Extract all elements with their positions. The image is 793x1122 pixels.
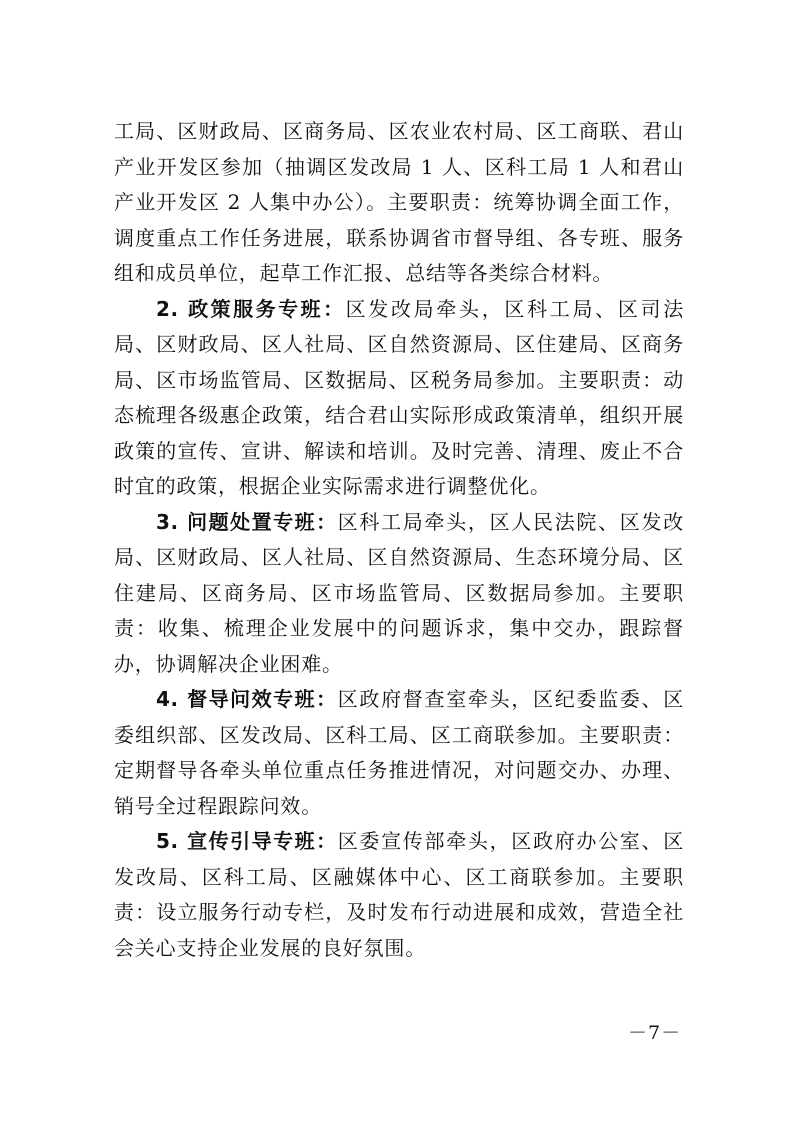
paragraph-policy-service-team <box>114 292 684 505</box>
document-body <box>114 114 684 966</box>
paragraph-problem-handling-team <box>114 505 684 683</box>
paragraph-heading: 3. 问题处置专班： <box>156 509 338 534</box>
paragraph-text: 工局、区财政局、区商务局、区农业农村局、区工商联、君山产业开发区参加（抽调区发改局 1 人、区科工局 1 人和君山产业开发区 2 人集中办公）。主要职责：统筹协调全面工作，调度重点工作任务进展，联系协调省市督导组、各专班、服务组和成员单位，起草工作汇报、总结等各类综合材料。 <box>114 119 684 285</box>
paragraph-text: 区委宣传部牵头，区政府办公室、区发改局、区科工局、区融媒体中心、区工商联参加。主要职责：设立服务行动专栏，及时发布行动进展和成效，营造全社会关心支持企业发展的良好氛围。 <box>114 829 684 960</box>
paragraph-publicity-team <box>114 824 684 966</box>
page-number: －7－ <box>628 1022 682 1044</box>
paragraph-text: 区发改局牵头，区科工局、区司法局、区财政局、区人社局、区自然资源局、区住建局、区商务局、区市场监管局、区数据局、区税务局参加。主要职责：动态梳理各级惠企政策，结合君山实际形成政策清单，组织开展政策的宣传、宣讲、解读和培训。及时完善、清理、废止不合时宜的政策，根据企业实际需求进行调整优化。 <box>114 296 684 498</box>
paragraph-supervision-team <box>114 682 684 824</box>
paragraph-text: 区科工局牵头，区人民法院、区发改局、区财政局、区人社局、区自然资源局、生态环境分局、区住建局、区商务局、区市场监管局、区数据局参加。主要职责：收集、梳理企业发展中的问题诉求，集中交办，跟踪督办，协调解决企业困难。 <box>114 509 684 676</box>
paragraph-text: 区政府督查室牵头，区纪委监委、区委组织部、区发改局、区科工局、区工商联参加。主要职责：定期督导各牵头单位重点任务推进情况，对问题交办、办理、销号全过程跟踪问效。 <box>114 687 684 818</box>
paragraph-continuation <box>114 114 684 292</box>
paragraph-heading: 4. 督导问效专班： <box>156 687 338 711</box>
paragraph-heading: 2. 政策服务专班： <box>156 296 346 321</box>
paragraph-heading: 5. 宣传引导专班： <box>156 829 338 853</box>
